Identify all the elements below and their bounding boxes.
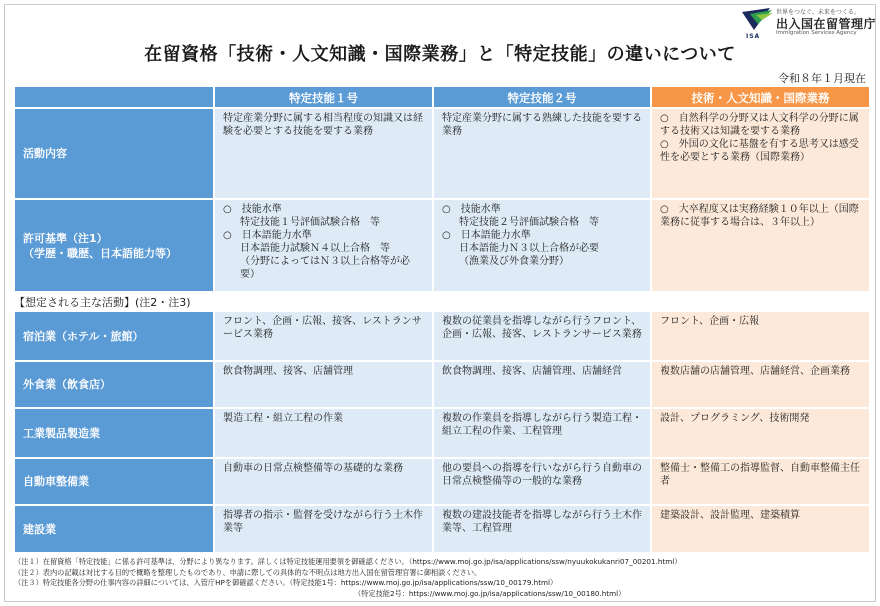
logo-tagline: 世界をつなぐ。未来をつくる。	[776, 9, 860, 16]
isa-logo	[740, 6, 877, 40]
criteria-ssw1-lang-detail: 日本語能力試験Ｎ４以上合格 等	[240, 243, 390, 254]
criteria-ssw1-lang-note: （分野によってはＮ３以上合格等が必要）	[240, 256, 410, 280]
criteria-label-sub: （学歴・職歴、日本語能力等）	[23, 246, 177, 260]
row-label-construction: 建設業	[14, 505, 214, 553]
logo-abbr: ISA	[746, 33, 761, 40]
activity-engineer-item-2: ○ 外国の文化に基盤を有する思考又は感受性を必要とする業務（国際業務）	[660, 139, 859, 163]
construction-engineer: 建築設計、設計監理、建築積算	[651, 505, 870, 553]
activity-ssw2: 特定産業分野に属する熟練した技能を要する業務	[433, 108, 651, 199]
criteria-ssw2-lang-note: （漁業及び外食業分野）	[459, 256, 569, 267]
construction-ssw2: 複数の建設技能者を指導しながら行う土木作業等、工程管理	[433, 505, 651, 553]
criteria-ssw1-lang: ○ 日本語能力水準	[223, 230, 312, 241]
logo-name: 出入国在留管理庁	[776, 17, 877, 31]
restaurant-ssw2: 飲食物調理、接客、店舗管理、店舗経営	[433, 361, 651, 408]
hotel-ssw1: フロント、企画・広報、接客、レストランサービス業務	[214, 311, 433, 361]
note-1: （注１）在留資格「特定技能」に係る許可基準は、分野により異なります。詳しくは特定技能運用要領を御確認ください。（https://www.moj.go.jp/isa/applications/ssw/nyuukokukanri07_00201.html）	[14, 557, 682, 566]
as-of-date: 令和８年１月現在	[778, 72, 866, 85]
criteria-ssw1-skill: ○ 技能水準	[223, 204, 282, 215]
row-label-criteria	[14, 199, 214, 292]
note-3: （注３）特定技能各分野の仕事内容の詳細については、入管庁HPを御確認ください。（特定技能1号：https://www.moj.go.jp/isa/applications/ssw/10_00179.html）	[14, 578, 558, 587]
hotel-ssw2: 複数の従業員を指導しながら行うフロント、企画・広報、接客、レストランサービス業務	[433, 311, 651, 361]
criteria-ssw2-lang-detail: 日本語能力Ｎ３以上合格が必要	[459, 243, 599, 254]
restaurant-ssw1: 飲食物調理、接客、店舗管理	[214, 361, 433, 408]
row-label-hotel: 宿泊業（ホテル・旅館）	[14, 311, 214, 361]
restaurant-engineer: 複数店舗の店舗管理、店舗経営、企画業務	[651, 361, 870, 408]
construction-ssw1: 指導者の指示・監督を受けながら行う土木作業等	[214, 505, 433, 553]
note-3-continued: （特定技能2号：https://www.moj.go.jp/isa/applications/ssw/10_00180.html）	[354, 588, 626, 598]
criteria-ssw2	[433, 199, 651, 292]
row-label-manufacturing: 工業製品製造業	[14, 408, 214, 458]
manufacturing-engineer: 設計、プログラミング、技術開発	[651, 408, 870, 458]
hotel-engineer: フロント、企画・広報	[651, 311, 870, 361]
row-label-auto-repair: 自動車整備業	[14, 458, 214, 505]
header-engineer: 技術・人文知識・国際業務	[651, 86, 870, 108]
isa-logo-mark-icon	[740, 6, 774, 34]
header-blank	[14, 86, 214, 108]
activity-engineer-item-1: ○ 自然科学の分野又は人文科学の分野に属する技術又は知識を要する業務	[660, 113, 859, 137]
footnotes	[14, 557, 682, 598]
criteria-ssw2-skill: ○ 技能水準	[442, 204, 501, 215]
logo-english: Immigration Services Agency	[776, 30, 857, 36]
activity-ssw1: 特定産業分野に属する相当程度の知識又は経験を必要とする技能を要する業務	[214, 108, 433, 199]
criteria-ssw2-skill-detail: 特定技能２号評価試験合格 等	[459, 217, 599, 228]
criteria-ssw1	[214, 199, 433, 292]
manufacturing-ssw1: 製造工程・組立工程の作業	[214, 408, 433, 458]
criteria-label-main: 許可基準（注1）	[23, 231, 108, 245]
manufacturing-ssw2: 複数の作業員を指導しながら行う製造工程・組立工程の作業、工程管理	[433, 408, 651, 458]
criteria-ssw1-skill-detail: 特定技能１号評価試験合格 等	[240, 217, 380, 228]
auto-repair-engineer: 整備士・整備工の指導監督、自動車整備主任者	[651, 458, 870, 505]
note-2: （注２）表内の記載は対比する目的で概略を整理したものであり、申請に際しての具体的な不明点は地方出入国在留管理官署に御相談ください。	[14, 567, 482, 577]
section-label: 【想定される主な活動】(注2・注3)	[14, 296, 191, 309]
row-label-activity: 活動内容	[14, 108, 214, 199]
header-ssw2: 特定技能２号	[433, 86, 651, 108]
auto-repair-ssw2: 他の要員への指導を行いながら行う自動車の日常点検整備等の一般的な業務	[433, 458, 651, 505]
page-title: 在留資格「技術・人文知識・国際業務」と「特定技能」の違いについて	[144, 44, 736, 65]
criteria-ssw2-lang: ○ 日本語能力水準	[442, 230, 531, 241]
activity-engineer	[651, 108, 870, 199]
row-label-restaurant: 外食業（飲食店）	[14, 361, 214, 408]
criteria-engineer: ○ 大卒程度又は実務経験１０年以上（国際業務に従事する場合は、３年以上）	[651, 199, 870, 292]
auto-repair-ssw1: 自動車の日常点検整備等の基礎的な業務	[214, 458, 433, 505]
header-ssw1: 特定技能１号	[214, 86, 433, 108]
